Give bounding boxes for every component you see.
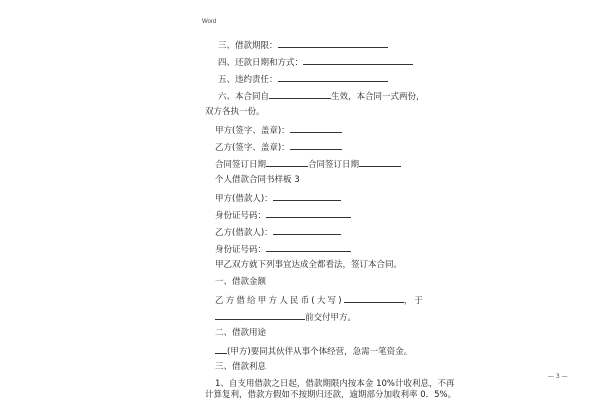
party-a-id: [215, 209, 351, 221]
fill-blank[interactable]: [215, 311, 305, 320]
clause-loan-term: [218, 39, 388, 51]
signing-dates: [215, 158, 401, 170]
delivery-clause: [215, 311, 356, 323]
fill-blank[interactable]: [215, 345, 227, 354]
title-text: 个人借款合同书样板 3: [215, 175, 300, 185]
statement-text: 甲乙双方就下列事宜达成全都看法，签订本合同。: [215, 260, 403, 270]
template-title: [215, 175, 300, 185]
fill-blank[interactable]: [290, 124, 342, 133]
clause-text: 前交付甲方。: [305, 313, 357, 323]
interest-clause-line1: [215, 379, 455, 389]
clause-text: 计算复利，借款方假如不按期归还款，逾期部分加收利率 0．5%。: [205, 390, 457, 400]
clause-text-pre: 乙方借给甲方人民币(大写): [215, 296, 344, 306]
section-heading: 二、借款用途: [215, 328, 267, 338]
clause-text-pre: 六、本合同自: [218, 92, 270, 102]
fill-blank[interactable]: [266, 209, 351, 218]
field-label: 身份证号码：: [215, 211, 267, 221]
fill-blank[interactable]: [278, 39, 388, 48]
signature-label: 甲方(签字、盖章)：: [215, 126, 290, 136]
clause-text: 三、借款期限：: [218, 41, 278, 51]
clause-effective: [218, 90, 425, 102]
clause-text: 1、自支用借款之日起，借款期限内按本金 10%计收利息，不再: [215, 379, 455, 389]
section-loan-purpose: [215, 328, 266, 338]
party-a-borrower: [215, 192, 341, 204]
clause-breach: [218, 73, 388, 85]
field-label: 身份证号码：: [215, 245, 267, 255]
header-label: Word: [202, 19, 217, 25]
agreement-statement: [215, 260, 402, 270]
party-a-signature: [215, 124, 342, 136]
interest-clause-line2: [205, 390, 456, 400]
clause-text-post: 生效，本合同一式两份，: [331, 92, 425, 102]
party-b-id: [215, 243, 351, 255]
fill-blank[interactable]: [269, 90, 331, 99]
page-number: — 3 —: [548, 373, 568, 380]
section-heading: 三、借款利息: [215, 362, 267, 372]
section-loan-amount: [215, 277, 266, 287]
signature-label: 乙方(签字、盖章)：: [215, 143, 290, 153]
purpose-clause: [215, 345, 412, 357]
clause-text-post: ，于: [403, 296, 426, 306]
fill-blank[interactable]: [266, 158, 308, 167]
field-label: 乙方(借款人)：: [215, 228, 273, 238]
field-label: 甲方(借款人)：: [215, 194, 273, 204]
clause-repayment: [218, 56, 413, 68]
fill-blank[interactable]: [266, 243, 351, 252]
party-b-signature: [215, 141, 342, 153]
fill-blank[interactable]: [359, 158, 401, 167]
clause-copies: [205, 107, 265, 117]
date-label-b: 合同签订日期: [308, 160, 360, 170]
clause-text: 五、违约责任：: [218, 75, 278, 85]
clause-text: 双方各执一份。: [205, 107, 265, 117]
section-heading: 一、借款金额: [215, 277, 267, 287]
fill-blank[interactable]: [344, 294, 404, 303]
date-label-a: 合同签订日期: [215, 160, 267, 170]
fill-blank[interactable]: [290, 141, 342, 150]
fill-blank[interactable]: [273, 192, 341, 201]
fill-blank[interactable]: [278, 73, 388, 82]
loan-amount-clause: [215, 294, 425, 306]
clause-text: (甲方)要同其伙伴从事个体经营，急需一笔资金。: [227, 347, 413, 357]
fill-blank[interactable]: [303, 56, 413, 65]
fill-blank[interactable]: [273, 226, 341, 235]
party-b-borrower: [215, 226, 341, 238]
section-loan-interest: [215, 362, 266, 372]
clause-text: 四、还款日期和方式：: [218, 58, 304, 68]
